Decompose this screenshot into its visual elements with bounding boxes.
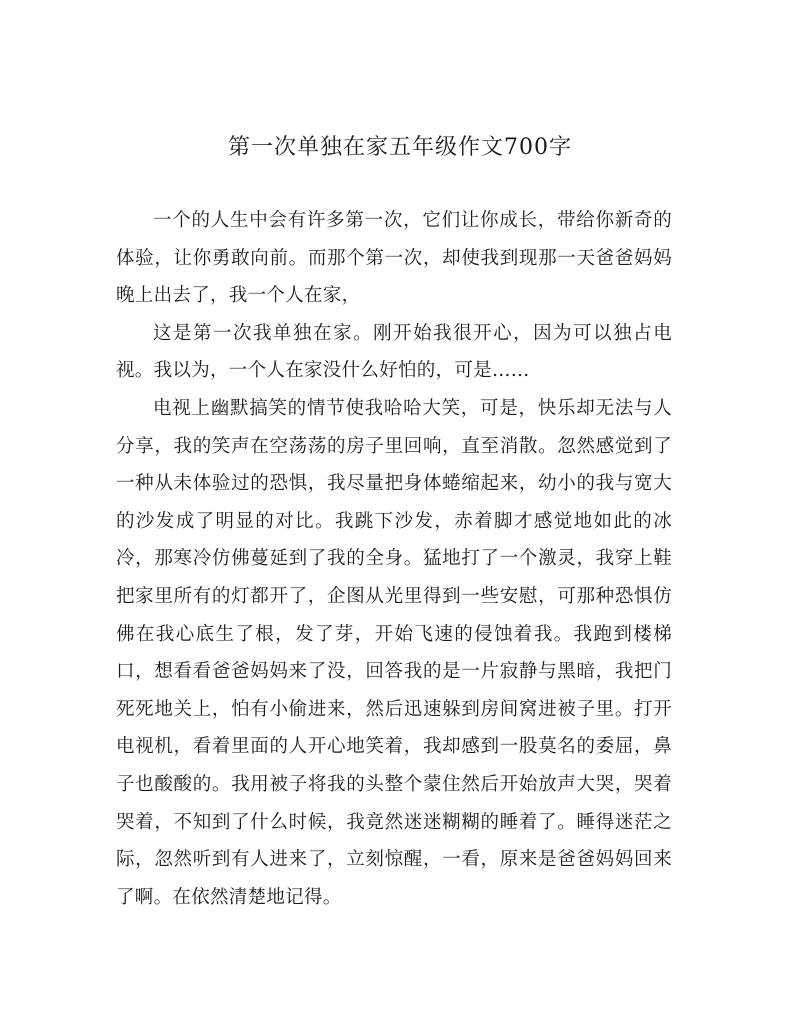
document-body bbox=[116, 202, 672, 916]
paragraph-2: 这是第一次我单独在家。刚开始我很开心，因为可以独占电视。我以为，一个人在家没什么好怕的，可是…… bbox=[116, 322, 672, 382]
document-title: 第一次单独在家五年级作文700字 bbox=[228, 135, 572, 160]
paragraph-3: 电视上幽默搞笑的情节使我哈哈大笑，可是，快乐却无法与人分享，我的笑声在空荡荡的房子里回响，直至消散。忽然感觉到了一种从未体验过的恐惧，我尽量把身体蜷缩起来，幼小的我与宽大的沙发成了明显的对比。我跳下沙发，赤着脚才感觉地如此的冰冷，那寒冷仿佛蔓延到了我的全身。猛地打了一个激灵，我穿上鞋把家里所有的灯都开了，企图从光里得到一些安慰，可那种恐惧仿佛在我心底生了根，发了芽，开始飞速的侵蚀着我。我跑到楼梯口，想看看爸爸妈妈来了没，回答我的是一片寂静与黑暗，我把门死死地关上，怕有小偷进来，然后迅速躲到房间窝进被子里。打开电视机，看着里面的人开心地笑着，我却感到一股莫名的委屈，鼻子也酸酸的。我用被子将我的头整个蒙住然后开始放声大哭，哭着哭着，不知到了什么时候，我竟然迷迷糊糊的睡着了。睡得迷茫之际，忽然听到有人进来了，立刻惊醒，一看，原来是爸爸妈妈回来了啊。在依然清楚地记得。 bbox=[116, 397, 672, 908]
paragraph-1: 一个的人生中会有许多第一次，它们让你成长，带给你新奇的体验，让你勇敢向前。而那个第一次，却使我到现那一天爸爸妈妈晚上出去了，我一个人在家， bbox=[116, 210, 672, 307]
